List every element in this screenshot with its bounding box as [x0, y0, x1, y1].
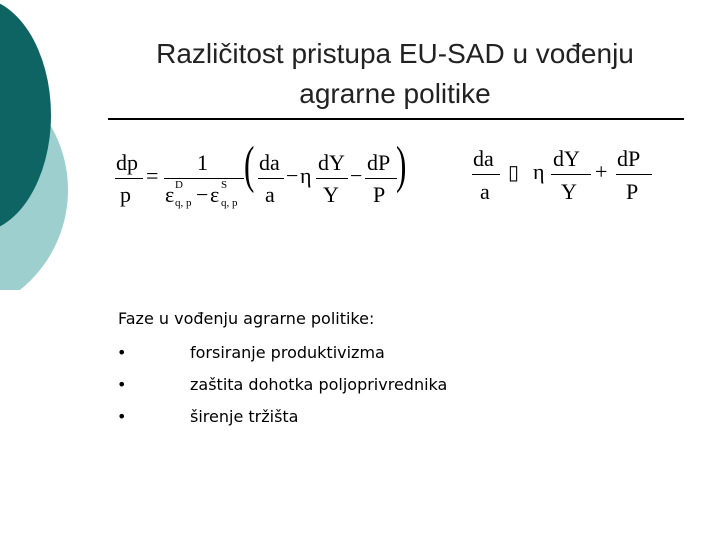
f2-term-dP-fraction-bar — [616, 174, 652, 175]
epsilon-supply-subscript: q, p — [221, 197, 238, 209]
eta-symbol: η — [300, 163, 312, 188]
term-dY-denominator: Y — [323, 182, 339, 207]
f2-term-dY-fraction-bar — [551, 174, 591, 175]
list-item-text: širenje tržišta — [190, 407, 299, 426]
f2-plus-sign: + — [595, 159, 608, 184]
lhs-denominator: p — [120, 182, 131, 207]
slide-title-line-1: Različitost pristupa EU-SAD u vođenju — [156, 38, 634, 69]
f2-term-da-denominator: a — [480, 179, 490, 204]
epsilon-supply: ε — [210, 182, 220, 207]
lhs-numerator: dp — [116, 150, 138, 175]
term-dP-fraction-bar — [365, 178, 397, 179]
term-da-denominator: a — [265, 182, 275, 207]
right-parenthesis: ) — [396, 137, 407, 194]
equals-sign: = — [146, 163, 159, 188]
term-dP-numerator: dP — [367, 150, 391, 175]
term-dP-denominator: P — [373, 182, 386, 207]
left-parenthesis: ( — [244, 137, 255, 194]
f2-eta-symbol: η — [533, 159, 545, 184]
epsilon-supply-superscript: S — [221, 179, 228, 191]
f2-term-dY-denominator: Y — [561, 179, 577, 204]
minus-dP-sign: − — [350, 163, 363, 188]
f2-term-da-fraction-bar — [472, 174, 500, 175]
slide-title-line-2: agrarne politike — [299, 78, 491, 109]
bullet-marker: • — [117, 407, 127, 426]
f2-term-da-numerator: da — [473, 146, 494, 171]
f2-term-dP-numerator: dP — [617, 146, 641, 171]
missing-glyph-box: ▯ — [508, 162, 520, 184]
lhs-fraction-bar — [115, 178, 143, 179]
f2-term-dP-denominator: P — [626, 179, 639, 204]
epsilon-demand: ε — [165, 182, 175, 207]
epsilon-demand-subscript: q, p — [175, 197, 192, 209]
bullet-marker: • — [117, 375, 127, 394]
term-da-numerator: da — [259, 150, 280, 175]
coefficient-minus: − — [196, 182, 209, 207]
list-item-text: forsiranje produktivizma — [190, 343, 385, 362]
minus-eta-sign: − — [286, 163, 299, 188]
decorative-circles — [0, 0, 80, 290]
bullet-marker: • — [117, 343, 127, 362]
term-dY-numerator: dY — [318, 150, 345, 175]
f2-term-dY-numerator: dY — [553, 146, 580, 171]
term-dY-fraction-bar — [316, 178, 348, 179]
epsilon-demand-superscript: D — [175, 179, 183, 191]
coefficient-numerator: 1 — [197, 150, 208, 175]
list-item-text: zaštita dohotka poljoprivrednika — [190, 375, 448, 394]
title-divider — [108, 118, 684, 120]
phases-heading: Faze u vođenju agrarne politike: — [118, 309, 375, 328]
slide-title — [100, 34, 690, 114]
term-da-fraction-bar — [258, 178, 284, 179]
